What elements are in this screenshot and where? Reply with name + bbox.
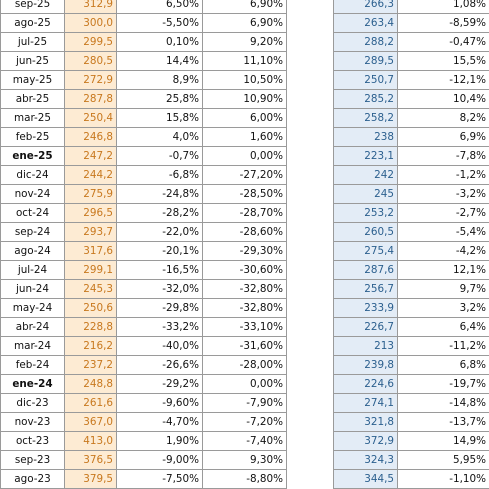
table-row — [1, 261, 489, 280]
change-b-cell: -8,59% — [398, 14, 489, 33]
change-a1-cell: 25,8% — [117, 90, 203, 109]
change-b-cell: -1,2% — [398, 166, 489, 185]
change-a1-cell: -9,00% — [117, 451, 203, 470]
period-cell: feb-24 — [1, 356, 65, 375]
table-row — [1, 52, 489, 71]
change-a2-cell: -31,60% — [203, 337, 287, 356]
value-a-cell: 246,8 — [65, 128, 117, 147]
change-a2-cell: -28,60% — [203, 223, 287, 242]
table-row — [1, 337, 489, 356]
value-b-cell: 285,2 — [334, 90, 398, 109]
period-cell: sep-24 — [1, 223, 65, 242]
change-b-cell: -0,47% — [398, 33, 489, 52]
change-b-cell: 12,1% — [398, 261, 489, 280]
change-a1-cell: 14,4% — [117, 52, 203, 71]
change-b-cell: -12,1% — [398, 71, 489, 90]
change-a2-cell: -33,10% — [203, 318, 287, 337]
change-a2-cell: 0,00% — [203, 147, 287, 166]
value-a-cell: 312,9 — [65, 0, 117, 14]
gap-cell — [287, 90, 334, 109]
change-a1-cell: -9,60% — [117, 394, 203, 413]
value-b-cell: 263,4 — [334, 14, 398, 33]
change-a1-cell: 4,0% — [117, 128, 203, 147]
gap-cell — [287, 223, 334, 242]
period-cell: jun-24 — [1, 280, 65, 299]
change-a1-cell: -29,8% — [117, 299, 203, 318]
value-a-cell: 237,2 — [65, 356, 117, 375]
period-cell: oct-23 — [1, 432, 65, 451]
period-cell: sep-23 — [1, 451, 65, 470]
table-row — [1, 33, 489, 52]
table-body — [1, 0, 489, 489]
change-a2-cell: -8,80% — [203, 470, 287, 489]
value-a-cell: 379,5 — [65, 470, 117, 489]
table-row — [1, 375, 489, 394]
value-b-cell: 324,3 — [334, 451, 398, 470]
table-row — [1, 128, 489, 147]
value-b-cell: 288,2 — [334, 33, 398, 52]
gap-cell — [287, 432, 334, 451]
value-b-cell: 289,5 — [334, 52, 398, 71]
value-a-cell: 228,8 — [65, 318, 117, 337]
change-a2-cell: 9,20% — [203, 33, 287, 52]
table-row — [1, 109, 489, 128]
change-b-cell: 6,9% — [398, 128, 489, 147]
table-row — [1, 166, 489, 185]
gap-cell — [287, 413, 334, 432]
change-a1-cell: 6,50% — [117, 0, 203, 14]
value-b-cell: 266,3 — [334, 0, 398, 14]
change-b-cell: -19,7% — [398, 375, 489, 394]
value-a-cell: 300,0 — [65, 14, 117, 33]
value-a-cell: 280,5 — [65, 52, 117, 71]
value-b-cell: 239,8 — [334, 356, 398, 375]
period-cell: ago-25 — [1, 14, 65, 33]
value-b-cell: 287,6 — [334, 261, 398, 280]
change-a2-cell: 0,00% — [203, 375, 287, 394]
change-a2-cell: 6,90% — [203, 0, 287, 14]
gap-cell — [287, 52, 334, 71]
value-b-cell: 224,6 — [334, 375, 398, 394]
table-row — [1, 185, 489, 204]
period-cell: feb-25 — [1, 128, 65, 147]
period-cell: jul-24 — [1, 261, 65, 280]
change-a2-cell: -32,80% — [203, 280, 287, 299]
table-row — [1, 470, 489, 489]
change-a2-cell: -7,40% — [203, 432, 287, 451]
value-a-cell: 272,9 — [65, 71, 117, 90]
value-a-cell: 275,9 — [65, 185, 117, 204]
gap-cell — [287, 299, 334, 318]
change-a2-cell: 1,60% — [203, 128, 287, 147]
gap-cell — [287, 71, 334, 90]
change-b-cell: 9,7% — [398, 280, 489, 299]
change-a1-cell: -20,1% — [117, 242, 203, 261]
change-b-cell: 5,95% — [398, 451, 489, 470]
table-row — [1, 280, 489, 299]
period-cell: jun-25 — [1, 52, 65, 71]
value-a-cell: 261,6 — [65, 394, 117, 413]
table-row — [1, 14, 489, 33]
gap-cell — [287, 185, 334, 204]
change-b-cell: 1,08% — [398, 0, 489, 14]
change-a1-cell: -24,8% — [117, 185, 203, 204]
value-b-cell: 238 — [334, 128, 398, 147]
change-b-cell: -14,8% — [398, 394, 489, 413]
change-b-cell: -2,7% — [398, 204, 489, 223]
change-a2-cell: -28,70% — [203, 204, 287, 223]
value-a-cell: 293,7 — [65, 223, 117, 242]
table-row — [1, 0, 489, 14]
table-row — [1, 451, 489, 470]
change-a1-cell: 8,9% — [117, 71, 203, 90]
value-a-cell: 245,3 — [65, 280, 117, 299]
period-cell: ene-24 — [1, 375, 65, 394]
change-a1-cell: 0,10% — [117, 33, 203, 52]
change-b-cell: 6,4% — [398, 318, 489, 337]
value-a-cell: 247,2 — [65, 147, 117, 166]
change-a2-cell: -32,80% — [203, 299, 287, 318]
change-a2-cell: 6,90% — [203, 14, 287, 33]
change-b-cell: -7,8% — [398, 147, 489, 166]
period-cell: ene-25 — [1, 147, 65, 166]
gap-cell — [287, 261, 334, 280]
value-b-cell: 245 — [334, 185, 398, 204]
change-b-cell: 3,2% — [398, 299, 489, 318]
change-a2-cell: -29,30% — [203, 242, 287, 261]
value-a-cell: 250,4 — [65, 109, 117, 128]
change-b-cell: 15,5% — [398, 52, 489, 71]
value-a-cell: 299,5 — [65, 33, 117, 52]
period-cell: ago-24 — [1, 242, 65, 261]
change-a2-cell: -27,20% — [203, 166, 287, 185]
value-a-cell: 287,8 — [65, 90, 117, 109]
period-cell: jul-25 — [1, 33, 65, 52]
change-b-cell: 14,9% — [398, 432, 489, 451]
gap-cell — [287, 33, 334, 52]
table-row — [1, 356, 489, 375]
change-b-cell: -13,7% — [398, 413, 489, 432]
change-a2-cell: -28,50% — [203, 185, 287, 204]
change-a2-cell: 10,90% — [203, 90, 287, 109]
value-b-cell: 242 — [334, 166, 398, 185]
change-a1-cell: -6,8% — [117, 166, 203, 185]
gap-cell — [287, 0, 334, 14]
table-row — [1, 223, 489, 242]
period-cell: mar-24 — [1, 337, 65, 356]
table-row — [1, 147, 489, 166]
value-a-cell: 296,5 — [65, 204, 117, 223]
change-a1-cell: -29,2% — [117, 375, 203, 394]
change-a1-cell: -22,0% — [117, 223, 203, 242]
table-row — [1, 299, 489, 318]
gap-cell — [287, 166, 334, 185]
gap-cell — [287, 337, 334, 356]
period-cell: dic-24 — [1, 166, 65, 185]
value-b-cell: 372,9 — [334, 432, 398, 451]
change-a1-cell: -40,0% — [117, 337, 203, 356]
table-row — [1, 204, 489, 223]
change-a1-cell: 1,90% — [117, 432, 203, 451]
gap-cell — [287, 470, 334, 489]
period-cell: abr-25 — [1, 90, 65, 109]
gap-cell — [287, 356, 334, 375]
change-b-cell: -1,10% — [398, 470, 489, 489]
value-b-cell: 321,8 — [334, 413, 398, 432]
value-b-cell: 256,7 — [334, 280, 398, 299]
change-b-cell: -11,2% — [398, 337, 489, 356]
gap-cell — [287, 394, 334, 413]
gap-cell — [287, 242, 334, 261]
value-b-cell: 344,5 — [334, 470, 398, 489]
gap-cell — [287, 451, 334, 470]
table-row — [1, 432, 489, 451]
period-cell: dic-23 — [1, 394, 65, 413]
change-a1-cell: -5,50% — [117, 14, 203, 33]
table-row — [1, 71, 489, 90]
change-b-cell: 8,2% — [398, 109, 489, 128]
change-b-cell: -3,2% — [398, 185, 489, 204]
period-cell: nov-23 — [1, 413, 65, 432]
value-a-cell: 413,0 — [65, 432, 117, 451]
change-a2-cell: 10,50% — [203, 71, 287, 90]
gap-cell — [287, 318, 334, 337]
change-a1-cell: -33,2% — [117, 318, 203, 337]
change-a1-cell: -0,7% — [117, 147, 203, 166]
change-a2-cell: 6,00% — [203, 109, 287, 128]
value-b-cell: 258,2 — [334, 109, 398, 128]
change-a1-cell: -26,6% — [117, 356, 203, 375]
value-b-cell: 260,5 — [334, 223, 398, 242]
gap-cell — [287, 14, 334, 33]
change-a2-cell: -7,90% — [203, 394, 287, 413]
gap-cell — [287, 375, 334, 394]
change-a2-cell: -28,00% — [203, 356, 287, 375]
table-row — [1, 90, 489, 109]
value-b-cell: 274,1 — [334, 394, 398, 413]
value-b-cell: 213 — [334, 337, 398, 356]
value-b-cell: 226,7 — [334, 318, 398, 337]
change-b-cell: -5,4% — [398, 223, 489, 242]
value-a-cell: 317,6 — [65, 242, 117, 261]
period-cell: sep-25 — [1, 0, 65, 14]
change-a2-cell: 11,10% — [203, 52, 287, 71]
change-b-cell: 10,4% — [398, 90, 489, 109]
period-cell: may-24 — [1, 299, 65, 318]
change-a2-cell: -7,20% — [203, 413, 287, 432]
period-cell: ago-23 — [1, 470, 65, 489]
table-row — [1, 318, 489, 337]
gap-cell — [287, 109, 334, 128]
table-row — [1, 242, 489, 261]
change-a1-cell: -16,5% — [117, 261, 203, 280]
value-a-cell: 367,0 — [65, 413, 117, 432]
gap-cell — [287, 204, 334, 223]
gap-cell — [287, 147, 334, 166]
value-b-cell: 223,1 — [334, 147, 398, 166]
change-b-cell: -4,2% — [398, 242, 489, 261]
value-a-cell: 248,8 — [65, 375, 117, 394]
value-b-cell: 250,7 — [334, 71, 398, 90]
change-a1-cell: -7,50% — [117, 470, 203, 489]
period-cell: nov-24 — [1, 185, 65, 204]
gap-cell — [287, 280, 334, 299]
period-cell: mar-25 — [1, 109, 65, 128]
value-b-cell: 253,2 — [334, 204, 398, 223]
value-b-cell: 233,9 — [334, 299, 398, 318]
change-a2-cell: 9,30% — [203, 451, 287, 470]
value-a-cell: 376,5 — [65, 451, 117, 470]
period-cell: abr-24 — [1, 318, 65, 337]
change-a1-cell: 15,8% — [117, 109, 203, 128]
gap-cell — [287, 128, 334, 147]
period-cell: oct-24 — [1, 204, 65, 223]
change-a2-cell: -30,60% — [203, 261, 287, 280]
value-b-cell: 275,4 — [334, 242, 398, 261]
value-a-cell: 216,2 — [65, 337, 117, 356]
value-a-cell: 299,1 — [65, 261, 117, 280]
change-a1-cell: -4,70% — [117, 413, 203, 432]
value-a-cell: 244,2 — [65, 166, 117, 185]
table-row — [1, 394, 489, 413]
period-cell: may-25 — [1, 71, 65, 90]
value-a-cell: 250,6 — [65, 299, 117, 318]
change-a1-cell: -28,2% — [117, 204, 203, 223]
change-a1-cell: -32,0% — [117, 280, 203, 299]
table-row — [1, 413, 489, 432]
change-b-cell: 6,8% — [398, 356, 489, 375]
